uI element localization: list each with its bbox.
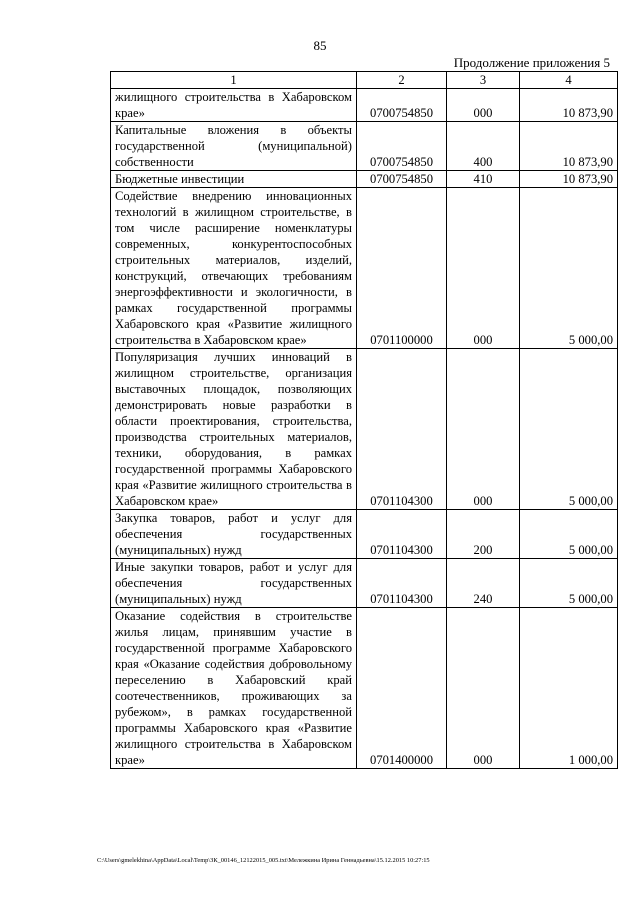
page-number: 85 (313, 38, 327, 53)
row-code: 0701104300 (357, 510, 447, 559)
header-col-1: 1 (111, 72, 357, 89)
row-name: Оказание содействия в строительстве жилья лицам, принявшим участие в государственной программе Хабаровского края «Оказание содействия добровольному переселению в Хабаровский край соотечественников, проживающих за рубежом», в рамках государственной программы Хабаровского края «Развитие жилищного строительства в Хабаровском крае» (111, 608, 357, 769)
row-code: 0700754850 (357, 122, 447, 171)
row-amount: 5 000,00 (520, 188, 618, 349)
file-path-footer: C:\Users\gmelekhina\AppData\Local\Temp\ЗК_00146_12122015_005.txt\Мележкина Ирина Геннадьевна\15.12.2015 10:27:15 (97, 857, 430, 864)
row-code: 0701400000 (357, 608, 447, 769)
row-code: 0701104300 (357, 559, 447, 608)
row-name: Бюджетные инвестиции (111, 171, 357, 188)
row-code: 0701100000 (357, 188, 447, 349)
table-row (111, 89, 618, 122)
row-name: Иные закупки товаров, работ и услуг для обеспечения государственных (муниципальных) нужд (111, 559, 357, 608)
row-code: 0700754850 (357, 171, 447, 188)
table-row (111, 188, 618, 349)
table-row (111, 171, 618, 188)
row-amount: 1 000,00 (520, 608, 618, 769)
row-expense-type: 000 (447, 349, 520, 510)
row-expense-type: 000 (447, 188, 520, 349)
row-expense-type: 000 (447, 89, 520, 122)
table-row (111, 608, 618, 769)
row-expense-type: 200 (447, 510, 520, 559)
table-row (111, 349, 618, 510)
row-expense-type: 240 (447, 559, 520, 608)
row-amount: 10 873,90 (520, 89, 618, 122)
row-name: Закупка товаров, работ и услуг для обеспечения государственных (муниципальных) нужд (111, 510, 357, 559)
row-code: 0700754850 (357, 89, 447, 122)
row-amount: 10 873,90 (520, 171, 618, 188)
row-code: 0701104300 (357, 349, 447, 510)
table-row (111, 559, 618, 608)
row-name: Популяризация лучших инноваций в жилищном строительстве, организация выставочных площадок, позволяющих демонстрировать новые разработки в области проектирования, строительства, производства строительных материалов, техники, оборудования, в рамках государственной программы Хабаровского края «Развитие жилищного строительства в Хабаровском крае» (111, 349, 357, 510)
row-name: Капитальные вложения в объекты государственной (муниципальной) собственности (111, 122, 357, 171)
header-col-3: 3 (447, 72, 520, 89)
table-header-row (111, 72, 618, 89)
row-name: жилищного строительства в Хабаровском крае» (111, 89, 357, 122)
row-expense-type: 000 (447, 608, 520, 769)
row-amount: 5 000,00 (520, 510, 618, 559)
row-expense-type: 400 (447, 122, 520, 171)
continuation-label: Продолжение приложения 5 (453, 55, 610, 70)
budget-table (110, 71, 618, 769)
header-col-4: 4 (520, 72, 618, 89)
row-amount: 10 873,90 (520, 122, 618, 171)
table-row (111, 510, 618, 559)
row-expense-type: 410 (447, 171, 520, 188)
row-name: Содействие внедрению инновационных технологий в жилищном строительстве, в том числе расширение номенклатуры современных, конкурентоспособных строительных материалов, изделий, конструкций, отвечающих требованиям энергоэффективности и экологичности, в рамках государственной программы Хабаровского края «Развитие жилищного строительства в Хабаровском крае» (111, 188, 357, 349)
header-col-2: 2 (357, 72, 447, 89)
table-row (111, 122, 618, 171)
row-amount: 5 000,00 (520, 559, 618, 608)
row-amount: 5 000,00 (520, 349, 618, 510)
